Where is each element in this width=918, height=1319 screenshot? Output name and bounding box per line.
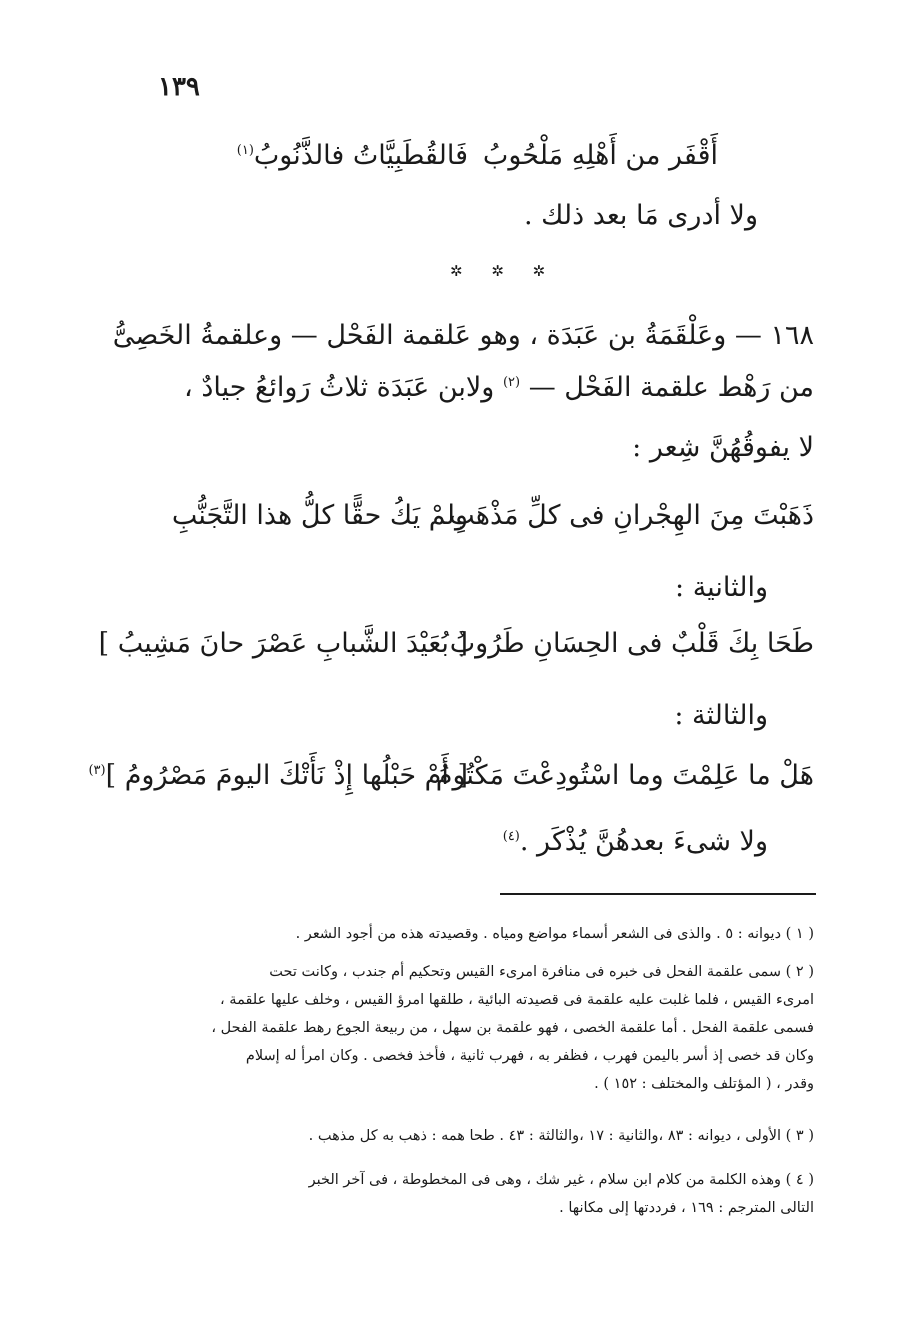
poem1-hemistich-left: ولمْ يَكُ حقًّا كلُّ هذا التَّجَنُّبِ [171, 500, 468, 531]
footnote-marker-1: (١) [236, 143, 254, 158]
line-after-poems [503, 826, 768, 857]
footnote-2-line-4: وكان قد خصى إذ أسر باليمن فهرب ، فظفر به ، فهرب ثانية ، فأخذ فخصى . وكان امرأ له إسلام [245, 1048, 814, 1064]
label-third: والثالثة : [674, 700, 768, 731]
verse-hemistich-left [237, 140, 468, 171]
footnote-3: ( ٣ ) الأولى ، ديوانه : ٨٣ ،والثانية : ١٧ ،والثالثة : ٤٣ . طحا همه : ذهب به كل مذهب . [308, 1128, 814, 1144]
footnote-divider [500, 893, 816, 895]
entry-line-3: لا يفوقُهُنَّ شِعر : [632, 432, 814, 463]
footnote-2-line-3: فسمى علقمة الفحل . أما علقمة الخصى ، فهو علقمة بن سهل ، من ربيعة الجوع رهط علقمة الفحل ، [211, 1020, 814, 1036]
footnote-marker-2: (٢) [502, 375, 521, 390]
poem1-hemistich-right: ذَهَبْتَ مِنَ الهِجْرانِ فى كلِّ مَذْهَبِ [449, 500, 814, 531]
line-after-poems-text: ولا شىءَ بعدهُنَّ يُذْكَر . [519, 826, 768, 857]
entry-line-2-part-a: من رَهْط علقمة الفَحْل — [528, 372, 814, 403]
line-after-verse: ولا أدرى مَا بعد ذلك . [523, 200, 758, 231]
poem3-hemistich-left [88, 760, 468, 791]
poem3-hemistich-left-text: [ أَمْ حَبْلُها إِذْ نَأَتْكَ اليومَ مَصْرُومُ ] [105, 760, 468, 791]
section-separator: ✲ ✲ ✲ [450, 262, 558, 280]
entry-line-2 [184, 372, 814, 403]
page-number: ١٣٩ [158, 72, 200, 102]
footnote-marker-3: (٣) [88, 763, 106, 778]
footnote-2-line-1: ( ٢ ) سمى علقمة الفحل فى خبره فى منافرة امرىء القيس وتحكيم أم جندب ، وكانت تحت [269, 964, 814, 980]
entry-line-2-part-b: ولابن عَبَدَة ثلاثُ رَوائعُ جيادٌ ، [184, 372, 495, 403]
entry-line-1: ١٦٨ — وعَلْقَمَةُ بن عَبَدَة ، وهو عَلقمة الفَحْل — وعلقمةُ الخَصِىُّ [112, 320, 814, 351]
poem2-hemistich-left: [ بُعَيْدَ الشَّبابِ عَصْرَ حانَ مَشِيبُ ] [98, 628, 468, 659]
verse-hemistich-right: أَقْفَر من أَهْلِهِ مَلْحُوبُ [482, 140, 718, 171]
footnote-4-line-1: ( ٤ ) وهذه الكلمة من كلام ابن سلام ، غير شك ، وهى فى المخطوطة ، فى آخر الخبر [308, 1172, 814, 1188]
poem3-hemistich-right: هَلْ ما عَلِمْتَ وما اسْتُودِعْتَ مَكْتُومُ [435, 760, 814, 791]
verse-hemistich-left-text: فَالقُطَبِيَّاتُ فالذَّنُوبُ [253, 140, 468, 171]
poem2-hemistich-right: طَحَا بِكَ قَلْبٌ فى الحِسَانِ طَرُوبُ [449, 628, 814, 659]
footnote-2-line-2: امرىء القيس ، فلما غلبت عليه علقمة فى قصيدته البائية ، طلقها امرؤ القيس ، وخلف عليها علقمة ، [220, 992, 814, 1008]
label-second: والثانية : [675, 572, 768, 603]
footnote-2-line-5: وقدر ، ( المؤتلف والمختلف : ١٥٢ ) . [594, 1076, 814, 1092]
footnote-1: ( ١ ) ديوانه : ٥ . والذى فى الشعر أسماء مواضع ومياه . وقصيدته هذه من أجود الشعر . [295, 926, 814, 942]
footnote-4-line-2: التالى المترجم : ١٦٩ ، فرددتها إلى مكانها . [559, 1200, 814, 1216]
footnote-marker-4: (٤) [502, 829, 520, 844]
